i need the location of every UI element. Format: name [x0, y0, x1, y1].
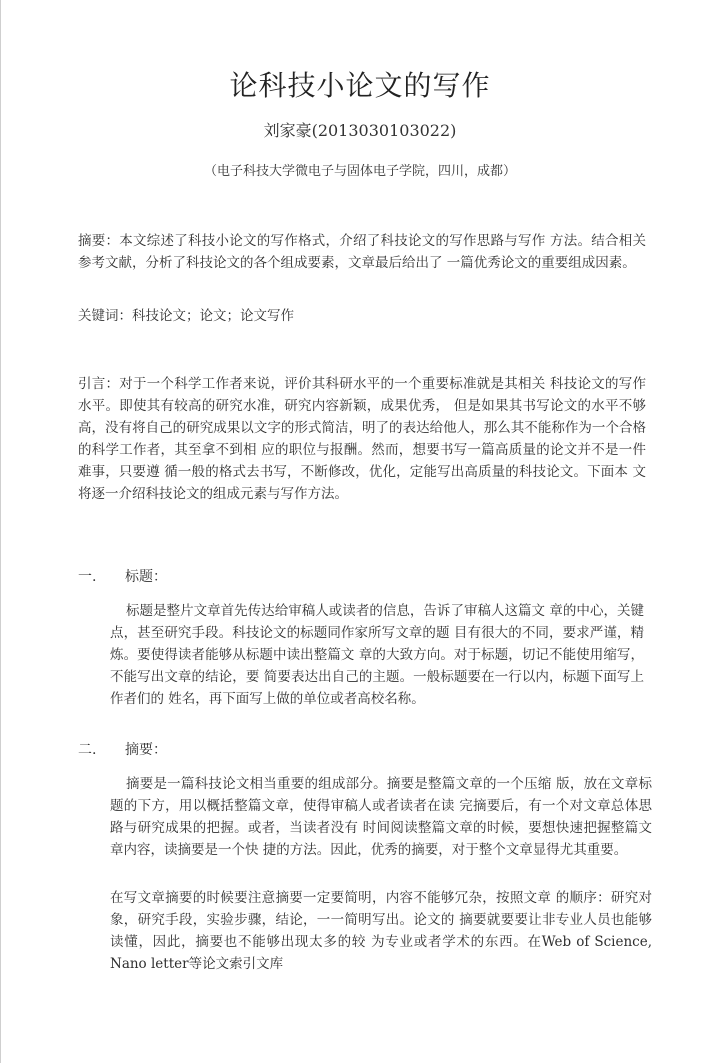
section-heading-abstract: [78, 739, 167, 759]
section-heading-text: 摘要：: [125, 742, 167, 758]
author-line: 刘家豪(2013030103022): [263, 121, 457, 140]
paper-title: 论科技小论文的写作: [229, 69, 491, 102]
section-paragraph: 标题是整片文章首先传达给审稿人或读者的信息，告诉了审稿人这篇文 章的中心，关键点，甚至研究手段。科技论文的标题同作家所写文章的题 目有很大的不同，要求严谨，精炼。要使得读者能够从标题中读出整篇文 章的大致方向。对于标题，切记不能使用缩写，不能写出文章的结论，要 简要表达出自己的主题。一般标题要在一行以内，标题下面写上作者们的 姓名，再下面写上做的单位或者高校名称。: [110, 603, 644, 707]
section-number: 一.: [78, 569, 97, 585]
section-paragraph: 摘要是一篇科技论文相当重要的组成部分。摘要是整篇文章的一个压缩 版，放在文章标题的下方，用以概括整篇文章，使得审稿人或者读者在读 完摘要后，有一个对文章总体思路与研究成果的把握。或者，当读者没有 时间阅读整篇文章的时候，要想快速把握整篇文章内容，读摘要是一个快 捷的方法。因此，优秀的摘要，对于整个文章显得尤其重要。: [110, 776, 652, 858]
affiliation-line: （电子科技大学微电子与固体电子学院，四川，成都）: [203, 164, 516, 179]
section-paragraph: 在写文章摘要的时候要注意摘要一定要简明，内容不能够冗杂，按照文章 的顺序：研究对象，研究手段，实验步骤，结论，一一简明写出。论文的 摘要就要要让非专业人员也能够读懂，因此，摘要也不能够出现太多的较 为专业或者学术的东西。在Web of Science, Nano letter等论文索引文库: [110, 890, 652, 972]
introduction-paragraph: 引言：对于一个科学工作者来说，评价其科研水平的一个重要标准就是其相关 科技论文的写作水平。即使其有较高的研究水准，研究内容新颖，成果优秀， 但是如果其书写论文的水平不够高，没有将自己的研究成果以文字的形式简洁，明了的表达给他人，那么其不能称作为一个合格的科学工作者，其至拿不到相 应的职位与报酬。然而，想要书写一篇高质量的论文并不是一件难事，只要遵 循一般的格式去书写，不断修改，优化，定能写出高质量的科技论文。下面本 文将逐一介绍科技论文的组成元素与写作方法。: [78, 376, 646, 502]
abstract-paragraph: 摘要：本文综述了科技小论文的写作格式，介绍了科技论文的写作思路与写作 方法。结合相关参考文献，分析了科技论文的各个组成要素，文章最后给出了 一篇优秀论文的重要组成因素。: [78, 233, 646, 271]
section-heading-title: [78, 566, 167, 586]
section-number: 二.: [78, 742, 97, 758]
keywords-line: 关键词：科技论文；论文；论文写作: [78, 308, 294, 324]
section-heading-text: 标题：: [125, 569, 167, 585]
